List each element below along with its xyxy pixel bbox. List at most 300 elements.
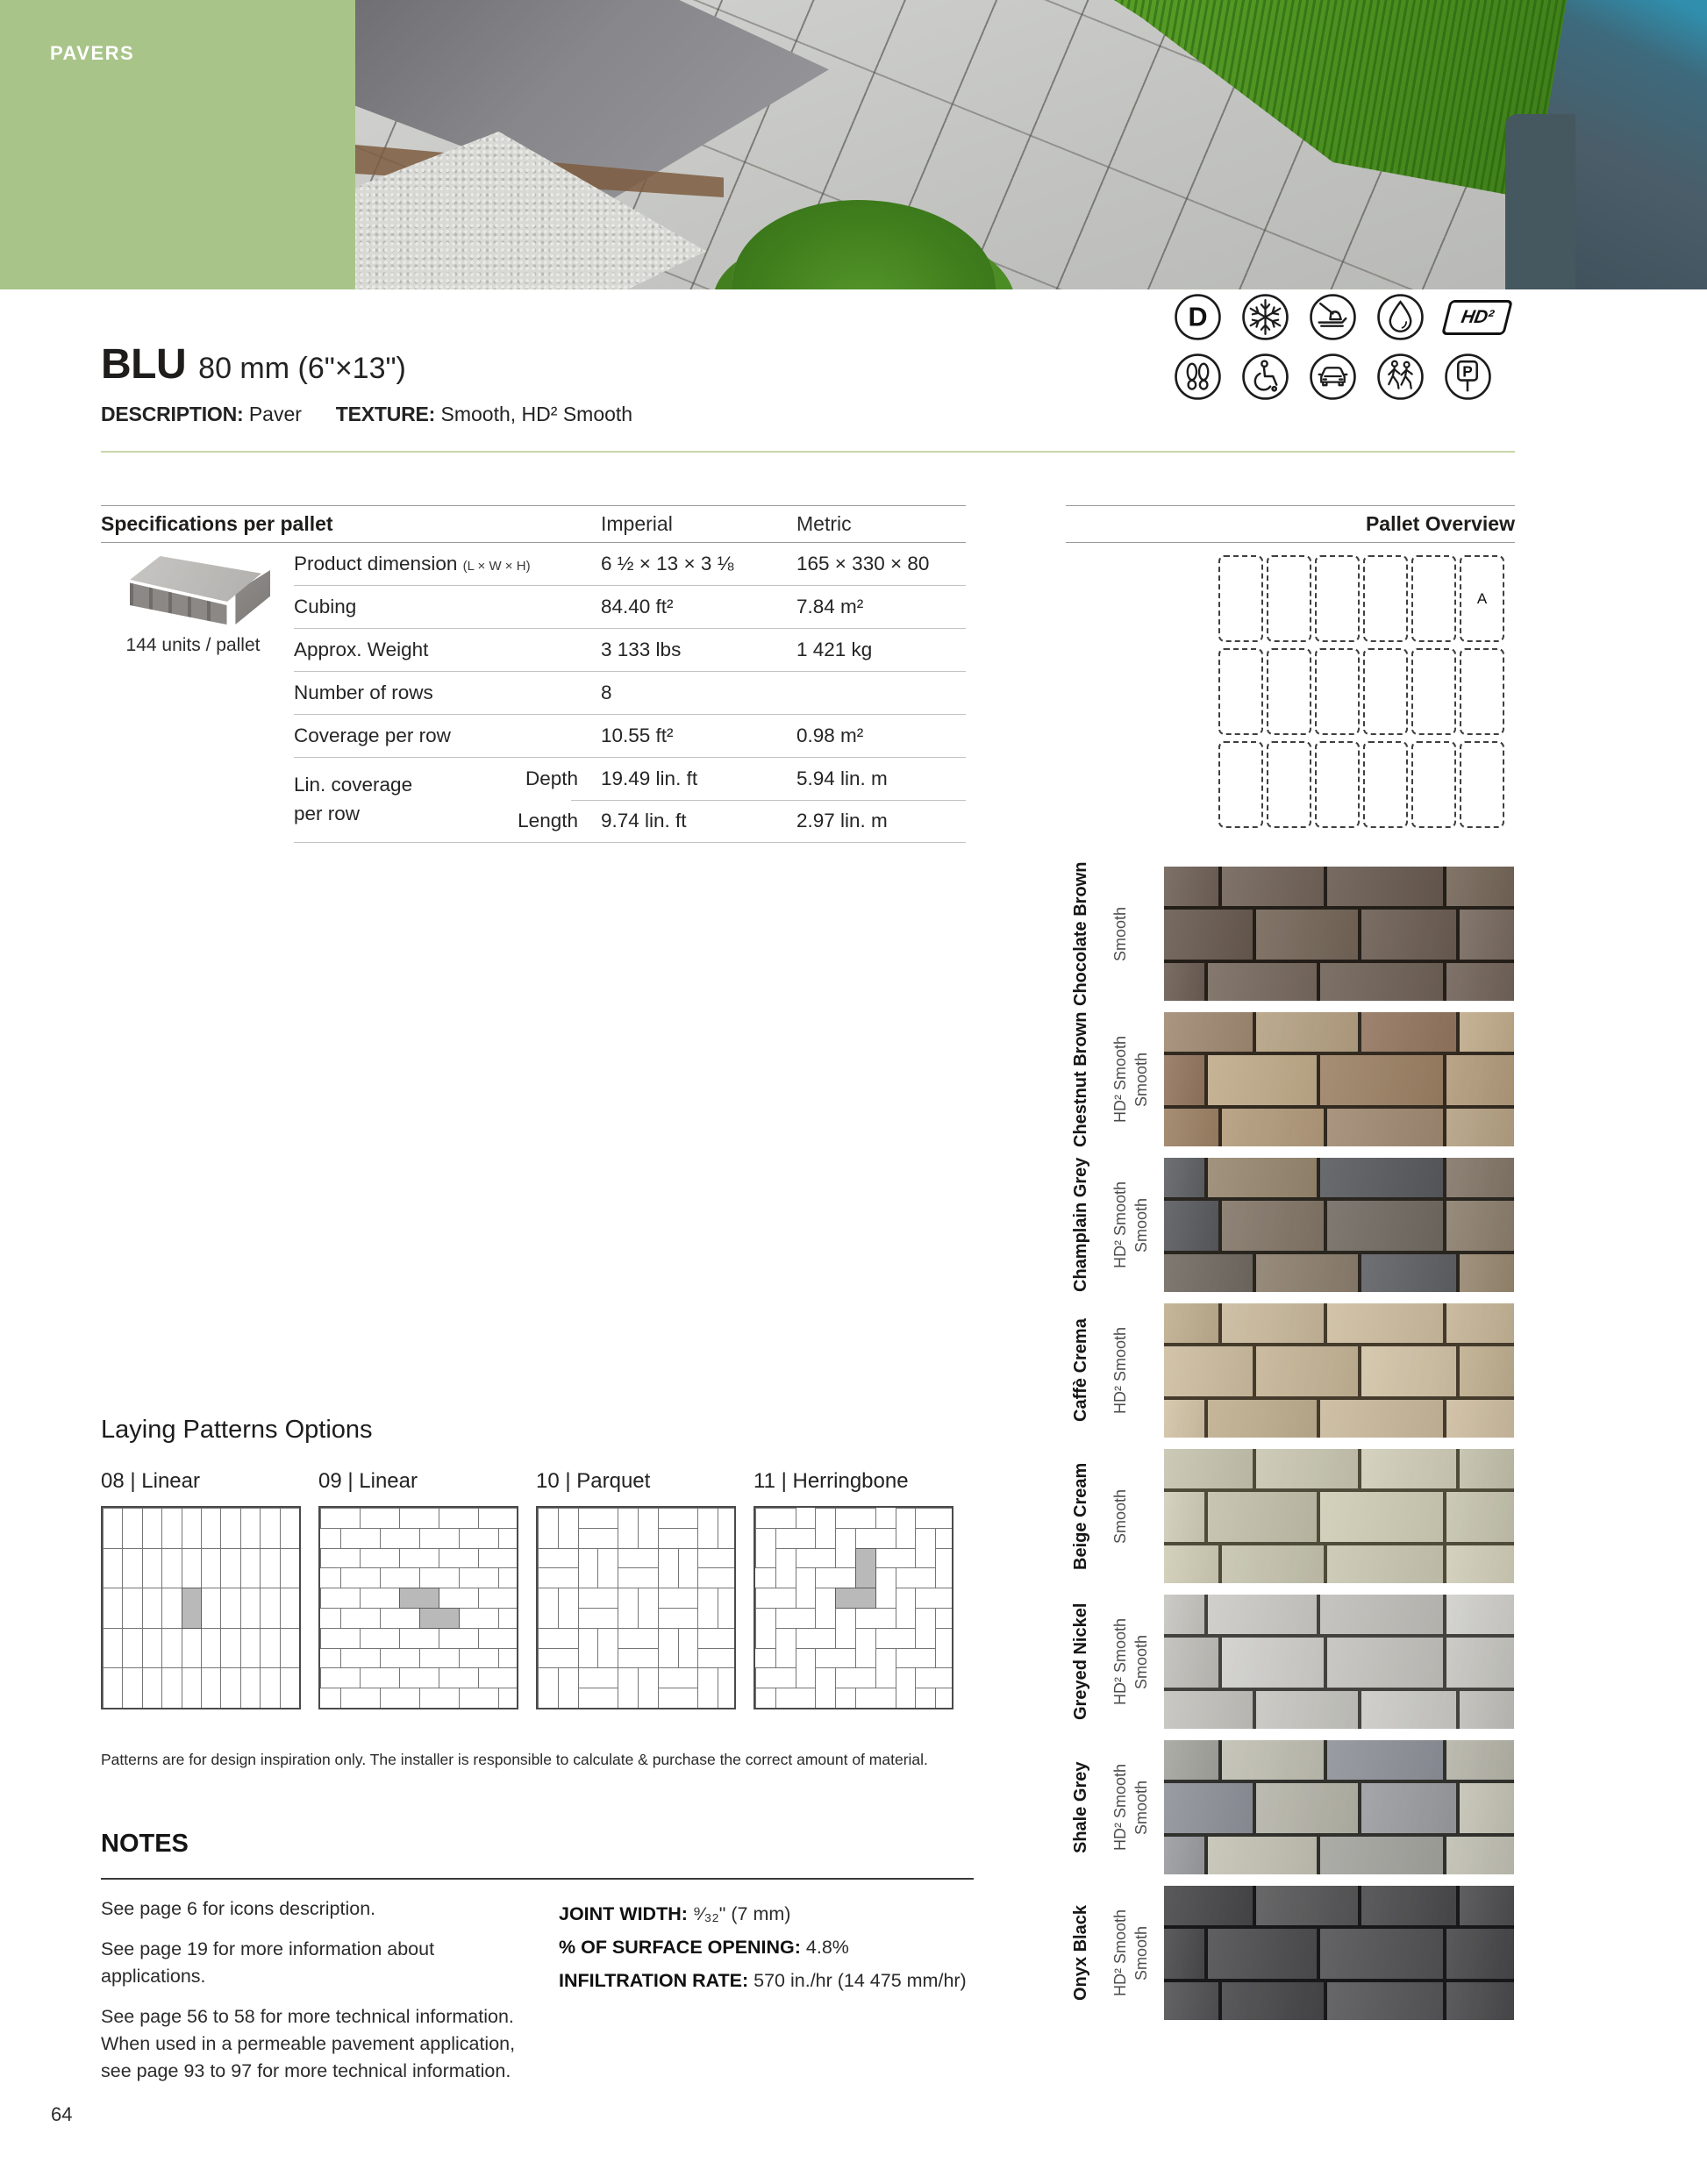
photo-chair-arm [1505, 114, 1575, 289]
pattern-brick [103, 1508, 123, 1549]
pattern-brick [399, 1508, 439, 1529]
pattern-brick [775, 1528, 817, 1549]
swatch-brick-row [1164, 910, 1514, 960]
swatch-image [1164, 1303, 1514, 1438]
pattern-brick-highlight [419, 1608, 460, 1629]
swatch-color-name: Onyx Black [1071, 1905, 1090, 2001]
spec-subrow-separator [571, 800, 966, 801]
pattern-brick [796, 1708, 837, 1709]
pattern-brick [161, 1588, 182, 1629]
spec-row [294, 672, 966, 715]
pattern-brick [915, 1608, 936, 1649]
spec-row-label-line: Lin. coverage [294, 774, 413, 796]
patterns-disclaimer: Patterns are for design inspiration only. The installer is responsible to calculate & purchase the correct amount of material. [101, 1750, 928, 1768]
pattern-brick [260, 1628, 280, 1669]
svg-text:D: D [1188, 302, 1208, 332]
notes-spec-line [559, 1897, 1085, 1931]
spec-row [294, 629, 966, 672]
swatch-brick [1460, 1346, 1514, 1396]
swatch-brick [1327, 1109, 1443, 1146]
swatch-brick [1446, 867, 1514, 906]
swatch-brick [1164, 1740, 1218, 1780]
pattern-brick [935, 1548, 953, 1589]
swatch-brick [1460, 1254, 1514, 1292]
pattern-brick [915, 1588, 953, 1609]
swatch-brick [1460, 1012, 1514, 1052]
pattern-brick [320, 1508, 361, 1529]
swatch-texture-label: HD² Smooth [1111, 1909, 1129, 1997]
swatch-brick-row [1164, 1055, 1514, 1105]
pattern-brick [142, 1548, 162, 1589]
product-description-line [101, 403, 1066, 426]
pattern-brick [201, 1508, 221, 1549]
swatch-brick-row [1164, 1545, 1514, 1583]
pattern-brick [775, 1608, 817, 1629]
swatch-brick [1327, 1740, 1443, 1780]
pattern-brick [320, 1667, 361, 1688]
swatch-brick [1256, 910, 1358, 960]
swatch-image [1164, 1449, 1514, 1583]
pattern-brick [380, 1688, 420, 1709]
spec-row-label: Approx. Weight [294, 639, 429, 660]
spec-row-imperial: 84.40 ft² [601, 596, 674, 617]
swatch-brick [1164, 1638, 1218, 1688]
swatch-brick [1208, 1055, 1317, 1105]
spec-subrow-sublabel: Depth [525, 767, 578, 789]
pattern-item [318, 1469, 518, 1709]
pallet-unit [1315, 555, 1360, 642]
swatch-brick [1164, 867, 1218, 906]
spec-row [294, 586, 966, 629]
swatch-brick [1164, 1012, 1253, 1052]
swatch-brick [1222, 1109, 1324, 1146]
pattern-brick [815, 1567, 856, 1588]
swatch-brick-row [1164, 1158, 1514, 1197]
swatch-brick [1208, 1400, 1317, 1438]
pattern-brick [896, 1667, 917, 1709]
pattern-brick [360, 1588, 400, 1609]
swatch-brick [1164, 1254, 1253, 1292]
pattern-brick [755, 1667, 796, 1688]
pattern-brick [142, 1588, 162, 1629]
pattern-brick [419, 1648, 460, 1669]
description-label: DESCRIPTION: [101, 403, 244, 425]
swatch-brick-row [1164, 963, 1514, 1001]
pattern-brick [618, 1628, 659, 1649]
swatch-brick [1361, 1783, 1456, 1833]
specifications-rows [294, 543, 966, 843]
pattern-brick [896, 1508, 917, 1549]
pattern-brick [240, 1667, 261, 1709]
swatch-brick [1208, 1595, 1317, 1634]
pattern-brick [220, 1628, 240, 1669]
pattern-tile-stack-vertical [101, 1506, 301, 1709]
pattern-brick [260, 1667, 280, 1709]
swatch-brick [1327, 1303, 1443, 1343]
swatch-brick [1222, 1545, 1324, 1583]
section-label: PAVERS [50, 42, 135, 64]
pattern-brick [538, 1628, 579, 1649]
pattern-brick [380, 1648, 420, 1669]
pattern-brick [935, 1628, 953, 1669]
swatch-brick [1320, 1400, 1442, 1438]
pattern-brick [399, 1628, 439, 1649]
pattern-brick [658, 1628, 679, 1669]
pattern-brick [122, 1508, 142, 1549]
swatch-brick [1164, 1055, 1204, 1105]
notes-section [101, 1830, 1515, 2098]
pallet-unit [1218, 741, 1263, 828]
swatch-brick [1320, 963, 1442, 1001]
photo-grass-tuft [732, 200, 996, 289]
pattern-brick-highlight [835, 1588, 876, 1609]
pattern-brick [340, 1608, 381, 1629]
texture-value: Smooth, HD² Smooth [440, 403, 633, 425]
swatch-brick [1460, 1449, 1514, 1488]
swatch-brick [1164, 1109, 1218, 1146]
pattern-brick [240, 1628, 261, 1669]
swatch-brick [1446, 1595, 1514, 1634]
pattern-brick [755, 1588, 796, 1609]
swatch-brick [1208, 963, 1317, 1001]
pattern-brick [578, 1548, 599, 1589]
pattern-brick [755, 1528, 776, 1569]
pattern-brick [538, 1567, 579, 1588]
swatch-texture-label: Smooth [1132, 1634, 1150, 1689]
swatch-brick [1222, 1740, 1324, 1780]
swatch-texture-label: Smooth [1132, 1925, 1150, 1981]
pattern-brick [240, 1508, 261, 1549]
swatch-brick [1361, 1012, 1456, 1052]
wheelchair-accessible-icon [1241, 353, 1289, 401]
pattern-brick [718, 1588, 736, 1629]
hero-photo [355, 0, 1707, 289]
pattern-brick [855, 1528, 896, 1549]
swatch-texture-label: HD² Smooth [1111, 1035, 1129, 1124]
pattern-brick-highlight [399, 1588, 439, 1609]
pallet-unit [1460, 648, 1504, 735]
pattern-brick [796, 1567, 817, 1609]
pallet-unit [1315, 648, 1360, 735]
pattern-brick [578, 1628, 599, 1669]
swatch-brick [1256, 1783, 1358, 1833]
pattern-brick [578, 1508, 619, 1529]
notes-spec-value: ⁹⁄₃₂" (7 mm) [692, 1903, 791, 1924]
pattern-brick [775, 1708, 796, 1709]
hd2-badge-text: HD² [1460, 306, 1496, 327]
pattern-brick [478, 1508, 518, 1529]
pattern-brick [439, 1548, 479, 1569]
notes-paragraph: See page 6 for icons description. [101, 1898, 376, 1919]
pattern-brick [697, 1667, 718, 1709]
pattern-brick [478, 1588, 518, 1609]
swatch-image [1164, 1012, 1514, 1146]
pattern-brick [260, 1588, 280, 1629]
pattern-brick [538, 1667, 559, 1709]
pattern-brick [318, 1688, 341, 1709]
notes-spec-line [559, 1964, 1085, 1997]
swatch-color-name: Champlain Grey [1071, 1157, 1090, 1293]
spec-row-label-note: (L × W × H) [462, 559, 531, 574]
pattern-brick-highlight [182, 1588, 202, 1629]
spec-row [294, 715, 966, 758]
pattern-brick [697, 1508, 718, 1549]
pattern-brick [478, 1667, 518, 1688]
pattern-brick [896, 1588, 917, 1629]
swatch-brick [1164, 963, 1204, 1001]
pattern-brick [103, 1667, 123, 1709]
notes-paragraph: See page 19 for more information about applications. [101, 1938, 435, 1987]
swatch-brick [1164, 1303, 1218, 1343]
pattern-brick [419, 1688, 460, 1709]
pattern-brick [280, 1508, 300, 1549]
spec-subrow-imperial: 9.74 lin. ft [601, 810, 687, 831]
swatch-brick [1446, 1545, 1514, 1583]
pattern-brick [718, 1667, 736, 1709]
swatch-brick [1460, 1691, 1514, 1729]
swatch-color-name: Chocolate Brown [1071, 861, 1090, 1006]
pattern-brick [360, 1548, 400, 1569]
pattern-brick [618, 1567, 659, 1588]
pattern-label: 11 | Herringbone [754, 1469, 909, 1493]
pattern-brick [459, 1688, 499, 1709]
swatch-labels [1066, 861, 1164, 1006]
diamond-grade-d-icon [1174, 293, 1222, 341]
pattern-brick [182, 1667, 202, 1709]
icon-row-1 [1174, 293, 1518, 341]
swatch-image [1164, 867, 1514, 1001]
pattern-brick [815, 1508, 836, 1549]
pattern-brick [915, 1688, 936, 1709]
pattern-brick [875, 1628, 917, 1649]
pattern-brick [796, 1548, 837, 1569]
swatch-brick [1446, 1055, 1514, 1105]
swatch-brick [1446, 963, 1514, 1001]
pattern-brick [775, 1628, 796, 1669]
pattern-item [754, 1469, 953, 1709]
application-icons [1174, 293, 1518, 412]
pattern-brick [498, 1528, 519, 1549]
pattern-brick [935, 1528, 953, 1549]
pattern-brick [578, 1608, 619, 1629]
pattern-brick [754, 1708, 756, 1709]
page-banner [0, 0, 1707, 289]
specifications-table [101, 505, 966, 843]
pattern-brick [658, 1688, 699, 1709]
swatch-brick [1164, 1449, 1253, 1488]
pattern-brick [796, 1506, 817, 1529]
swatch-brick [1361, 1254, 1456, 1292]
pattern-brick [658, 1667, 699, 1688]
pattern-brick [597, 1628, 618, 1669]
pattern-brick [103, 1588, 123, 1629]
swatch-brick [1446, 1492, 1514, 1542]
pattern-brick [855, 1608, 896, 1629]
description-value: Paver [248, 403, 302, 425]
swatch-labels [1066, 1158, 1164, 1292]
notes-spec-value: 4.8% [805, 1937, 849, 1958]
pattern-brick [578, 1588, 619, 1609]
notes-left-column [101, 1895, 539, 2085]
product-title-block [101, 340, 1066, 426]
pattern-brick [697, 1548, 736, 1569]
pattern-brick [439, 1667, 479, 1688]
swatch-brick-row [1164, 1254, 1514, 1292]
swatch-brick [1164, 1201, 1218, 1251]
spec-row-label: Cubing [294, 596, 357, 617]
pedestrian-crossing-icon [1376, 353, 1425, 401]
pattern-item [536, 1469, 736, 1709]
swatch-brick [1327, 1201, 1443, 1251]
color-swatch [1066, 1012, 1515, 1146]
pattern-brick [658, 1608, 699, 1629]
pattern-brick [459, 1528, 499, 1549]
pattern-brick [755, 1688, 776, 1709]
pattern-brick [161, 1548, 182, 1589]
pattern-brick [618, 1588, 639, 1629]
swatch-brick [1327, 1545, 1443, 1583]
swatch-brick [1446, 1740, 1514, 1780]
pattern-brick [835, 1667, 876, 1688]
pallet-overview-title: Pallet Overview [1365, 512, 1515, 535]
pattern-brick [754, 1648, 776, 1669]
swatch-brick [1164, 1492, 1204, 1542]
pallet-overview [1066, 505, 1515, 607]
spec-row-imperial: 6 ½ × 13 × 3 ⅛ [601, 553, 734, 575]
swatch-brick [1361, 1449, 1456, 1488]
pattern-brick [935, 1708, 953, 1709]
swatch-brick [1320, 1055, 1442, 1105]
plate-compactor-icon [1309, 293, 1357, 341]
swatch-texture-label: Smooth [1111, 906, 1129, 961]
section-banner [0, 0, 355, 289]
swatch-brick [1446, 1109, 1514, 1146]
swatch-labels [1066, 1595, 1164, 1729]
pattern-brick [558, 1508, 579, 1549]
pattern-brick [755, 1608, 776, 1649]
pattern-brick [340, 1688, 381, 1709]
pattern-brick [618, 1667, 639, 1709]
pattern-brick [498, 1648, 519, 1669]
swatch-texture-label: HD² Smooth [1111, 1181, 1129, 1269]
pattern-brick [578, 1528, 619, 1549]
pattern-brick [280, 1628, 300, 1669]
units-per-pallet: 144 units / pallet [125, 635, 261, 655]
notes-spec-line [559, 1931, 1085, 1964]
column-metric: Metric [796, 512, 852, 535]
swatch-brick [1327, 1638, 1443, 1688]
laying-patterns [101, 1416, 996, 1709]
pattern-brick [896, 1567, 937, 1588]
pattern-brick [697, 1648, 736, 1669]
pattern-brick [182, 1628, 202, 1669]
swatch-texture-label: Smooth [1111, 1488, 1129, 1544]
pallet-unit [1363, 555, 1408, 642]
spec-subrow-sublabel: Length [518, 810, 578, 831]
pattern-brick-highlight [855, 1548, 876, 1589]
pattern-brick [697, 1628, 736, 1649]
pattern-label: 08 | Linear [101, 1469, 200, 1493]
pattern-brick [103, 1628, 123, 1669]
pattern-brick [201, 1588, 221, 1629]
pattern-brick [220, 1667, 240, 1709]
pattern-brick [380, 1528, 420, 1549]
pattern-brick [318, 1567, 341, 1588]
pattern-brick [201, 1667, 221, 1709]
pattern-brick [260, 1508, 280, 1549]
swatch-brick [1361, 910, 1456, 960]
pattern-brick [201, 1628, 221, 1669]
swatch-brick [1361, 1346, 1456, 1396]
swatch-brick [1446, 1400, 1514, 1438]
laying-patterns-title: Laying Patterns Options [101, 1416, 373, 1444]
pattern-brick [658, 1508, 699, 1529]
pallet-unit [1363, 648, 1408, 735]
pattern-brick [875, 1567, 896, 1609]
pattern-brick [935, 1688, 953, 1709]
notes-right-column [559, 1897, 1085, 1997]
spec-subrow-metric: 5.94 lin. m [796, 767, 888, 789]
pallet-unit [1460, 741, 1504, 828]
pattern-brick [142, 1508, 162, 1549]
pallet-unit [1411, 648, 1456, 735]
color-swatch [1066, 1158, 1515, 1292]
pallet-unit [1411, 555, 1456, 642]
vehicular-traffic-icon [1309, 353, 1357, 401]
swatch-brick [1208, 1492, 1317, 1542]
swatch-brick-row [1164, 1595, 1514, 1634]
swatch-labels [1066, 1449, 1164, 1583]
notes-spec-label: INFILTRATION RATE: [559, 1970, 754, 1991]
swatch-brick-row [1164, 1012, 1514, 1052]
notes-divider [101, 1878, 974, 1880]
pattern-brick [855, 1628, 876, 1669]
pattern-brick [122, 1667, 142, 1709]
icon-row-2 [1174, 353, 1518, 401]
color-swatch [1066, 1303, 1515, 1438]
pattern-brick [240, 1588, 261, 1629]
swatch-brick-row [1164, 1346, 1514, 1396]
pattern-brick [658, 1588, 699, 1609]
pattern-brick [220, 1548, 240, 1589]
pattern-brick [439, 1508, 479, 1529]
pattern-brick [320, 1588, 361, 1609]
svg-text:P: P [1462, 362, 1473, 381]
pattern-brick [754, 1628, 756, 1649]
pattern-brick [815, 1588, 836, 1629]
pattern-brick [201, 1548, 221, 1589]
swatch-brick-row [1164, 1740, 1514, 1780]
texture-label: TEXTURE: [335, 403, 436, 425]
pattern-brick [835, 1608, 856, 1649]
pattern-brick [182, 1548, 202, 1589]
pattern-brick [875, 1708, 917, 1709]
pattern-brick [815, 1648, 856, 1669]
pattern-brick [399, 1548, 439, 1569]
pallet-unit [1267, 555, 1311, 642]
pallet-diagram [1218, 555, 1504, 828]
pattern-brick [915, 1667, 953, 1688]
swatch-brick [1256, 1012, 1358, 1052]
swatch-brick [1361, 1691, 1456, 1729]
pattern-brick [320, 1548, 361, 1569]
pattern-brick [439, 1588, 479, 1609]
pattern-brick [618, 1648, 659, 1669]
swatch-brick [1164, 1346, 1253, 1396]
pattern-brick [697, 1567, 736, 1588]
pattern-brick [875, 1548, 917, 1569]
spec-row [294, 543, 966, 586]
